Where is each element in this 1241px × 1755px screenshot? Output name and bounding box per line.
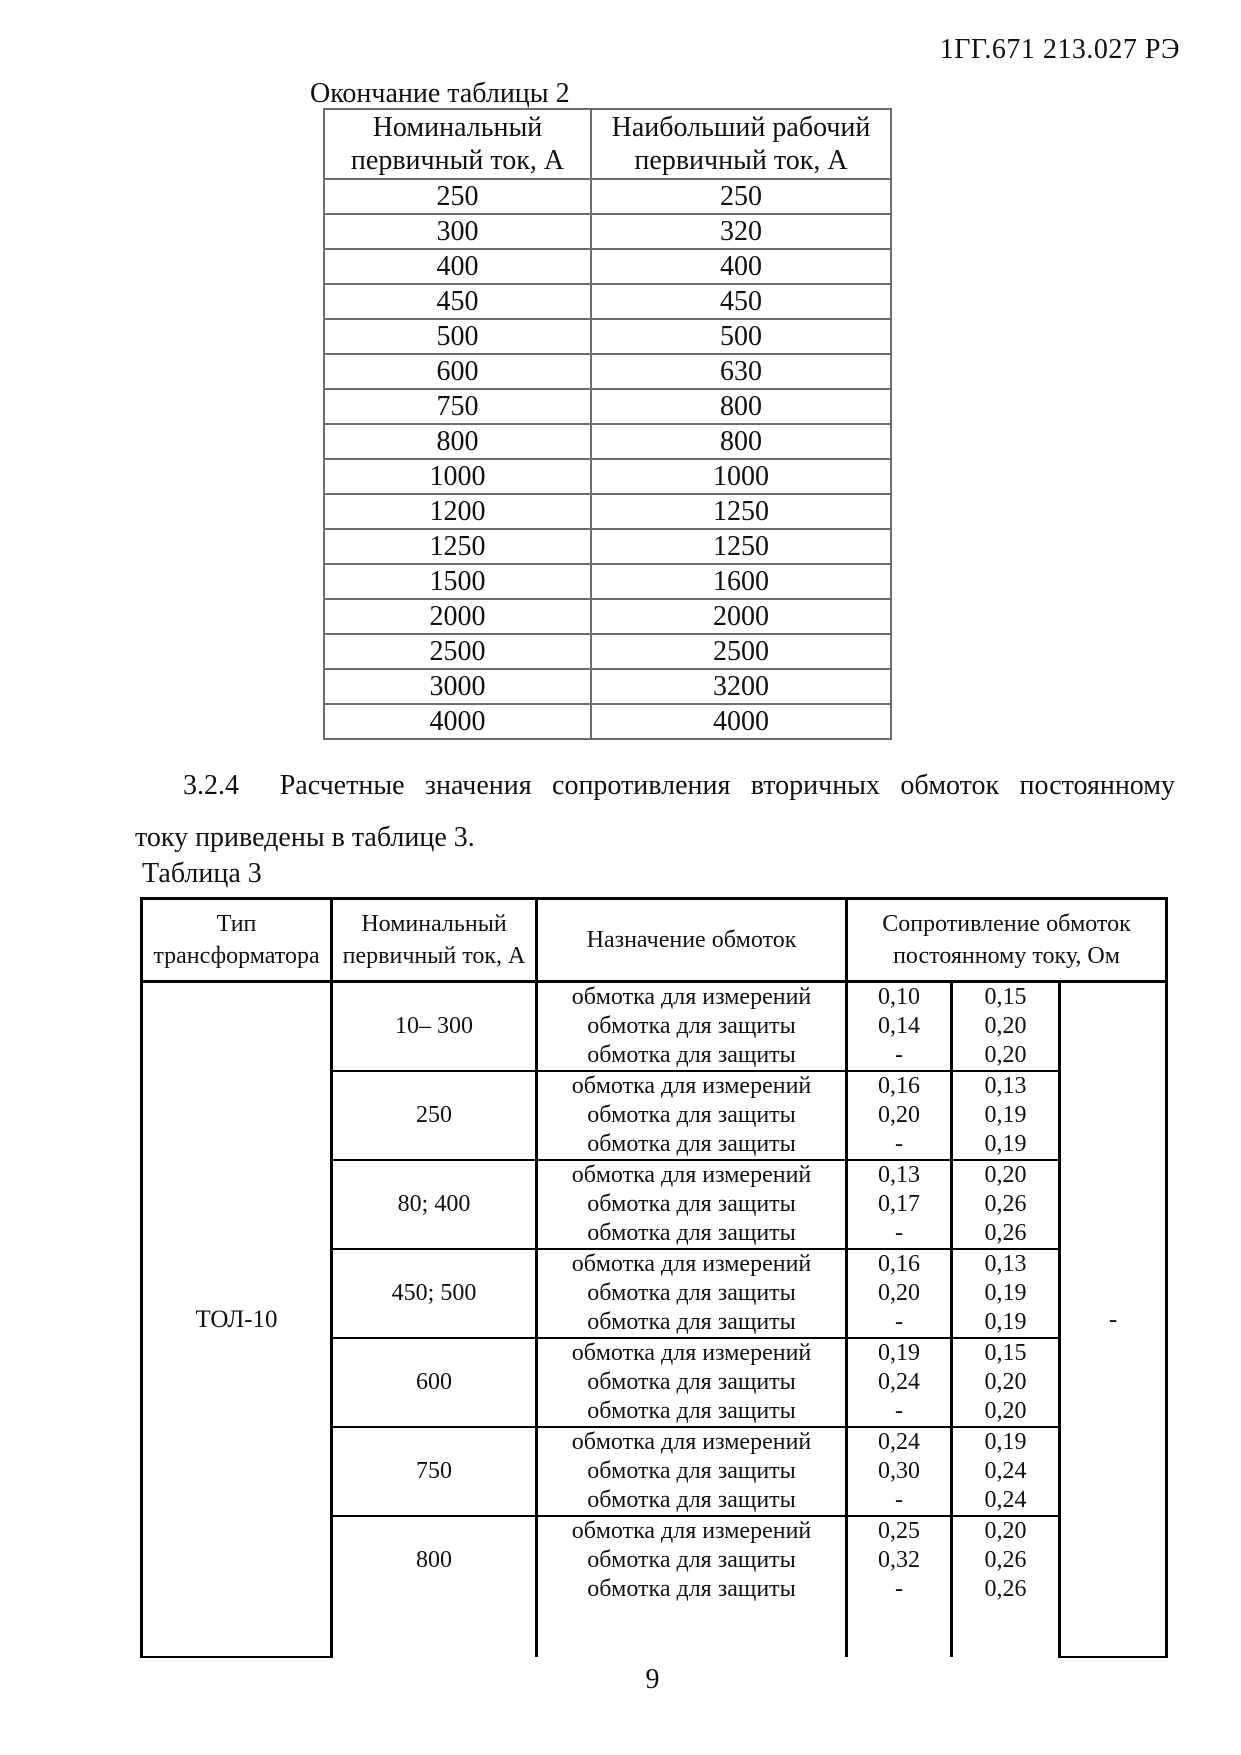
resistance-col1-cell xyxy=(847,1160,952,1249)
table2-cell: 300 xyxy=(324,214,591,249)
winding-purpose-cell-line: обмотка для защиты xyxy=(587,1309,796,1335)
resistance-col2-cell xyxy=(952,1160,1060,1249)
table2-cell: 750 xyxy=(324,389,591,424)
resistance-col2-cell-line: 0,19 xyxy=(984,1131,1027,1157)
winding-purpose-cell-line: обмотка для защиты xyxy=(587,1042,796,1068)
resistance-col1-cell xyxy=(847,1249,952,1338)
winding-purpose-cell-line: обмотка для измерений xyxy=(571,1073,812,1099)
table2-cell: 4000 xyxy=(324,704,591,739)
table2-cell: 2000 xyxy=(324,599,591,634)
resistance-col2-cell-line: 0,26 xyxy=(984,1191,1027,1217)
paragraph-line-2: току приведены в таблице 3. xyxy=(135,822,475,853)
resistance-col2-cell xyxy=(952,1338,1060,1427)
resistance-col2-cell xyxy=(952,1516,1060,1657)
table2-row xyxy=(324,459,891,494)
table2-row xyxy=(324,564,891,599)
table2-row xyxy=(324,634,891,669)
table2-row xyxy=(324,389,891,424)
page-number: 9 xyxy=(645,1664,660,1695)
winding-purpose-cell xyxy=(537,982,847,1072)
table2-cell: 1250 xyxy=(324,529,591,564)
table2-cell: 250 xyxy=(591,179,891,214)
table2-cell: 400 xyxy=(324,249,591,284)
table2-cell: 1500 xyxy=(324,564,591,599)
table2-cell: 4000 xyxy=(591,704,891,739)
resistance-col1-cell-line: - xyxy=(895,1220,903,1246)
resistance-col2-cell-line: 0,15 xyxy=(984,984,1027,1010)
resistance-col1-cell-line: 0,16 xyxy=(878,1251,920,1277)
resistance-col2-cell-line: 0,13 xyxy=(984,1251,1027,1277)
resistance-col2-cell-line: 0,26 xyxy=(984,1576,1027,1602)
table2-body xyxy=(324,179,891,739)
table2-row xyxy=(324,494,891,529)
resistance-col1-cell xyxy=(847,982,952,1072)
table3-header-nominal-current: Номинальный первичный ток, А xyxy=(332,899,537,982)
table3-block-row xyxy=(142,982,1167,1072)
winding-purpose-cell xyxy=(537,1338,847,1427)
winding-purpose-cell xyxy=(537,1516,847,1657)
table3-caption: Таблица 3 xyxy=(142,858,262,889)
nominal-current-cell xyxy=(332,1071,537,1160)
resistance-col2-cell xyxy=(952,1249,1060,1338)
resistance-col1-cell-line: 0,24 xyxy=(878,1369,920,1395)
transformer-type-cell: ТОЛ-10 xyxy=(142,982,332,1658)
winding-purpose-cell-line: обмотка для защиты xyxy=(587,1102,796,1128)
nominal-current-value: 450; 500 xyxy=(391,1280,477,1306)
nominal-current-value: 250 xyxy=(416,1102,452,1128)
table2-cell: 800 xyxy=(324,424,591,459)
resistance-col2-cell-line: 0,19 xyxy=(984,1280,1027,1306)
winding-purpose-cell-line: обмотка для измерений xyxy=(571,1518,812,1544)
winding-purpose-cell-line: обмотка для защиты xyxy=(587,1487,796,1513)
resistance-col1-cell-line: - xyxy=(895,1309,903,1335)
table2-header-max-working-current: Наибольший рабочий первичный ток, А xyxy=(591,109,891,179)
table2-row xyxy=(324,354,891,389)
nominal-current-cell xyxy=(332,1516,537,1657)
nominal-current-cell xyxy=(332,982,537,1072)
table2-caption: Окончание таблицы 2 xyxy=(310,78,570,109)
table2-cell: 1200 xyxy=(324,494,591,529)
resistance-col2-cell xyxy=(952,1427,1060,1516)
nominal-current-cell xyxy=(332,1160,537,1249)
nominal-current-value: 600 xyxy=(416,1369,452,1395)
table2-primary-currents xyxy=(323,108,892,740)
resistance-col1-cell-line: 0,16 xyxy=(878,1073,920,1099)
resistance-col1-cell-line: 0,14 xyxy=(878,1013,920,1039)
table2-cell: 1000 xyxy=(591,459,891,494)
table2-row xyxy=(324,599,891,634)
nominal-current-cell xyxy=(332,1338,537,1427)
winding-purpose-cell-line: обмотка для измерений xyxy=(571,1162,812,1188)
resistance-col2-cell-line: 0,19 xyxy=(984,1429,1027,1455)
winding-purpose-cell xyxy=(537,1249,847,1338)
table2-cell: 3200 xyxy=(591,669,891,704)
resistance-col1-cell-line: 0,25 xyxy=(878,1518,920,1544)
winding-purpose-cell-line: обмотка для защиты xyxy=(587,1458,796,1484)
resistance-col1-cell xyxy=(847,1338,952,1427)
winding-purpose-cell-line: обмотка для измерений xyxy=(571,1340,812,1366)
table3-winding-resistance xyxy=(140,897,1168,1658)
table2-header-row xyxy=(324,109,891,179)
table3-body xyxy=(142,982,1167,1658)
winding-purpose-cell-line: обмотка для защиты xyxy=(587,1013,796,1039)
table3-header-row xyxy=(142,899,1167,982)
table2-cell: 320 xyxy=(591,214,891,249)
table2-cell: 2000 xyxy=(591,599,891,634)
table2-row xyxy=(324,424,891,459)
resistance-col2-cell-line: 0,20 xyxy=(984,1162,1027,1188)
winding-purpose-cell-line: обмотка для защиты xyxy=(587,1131,796,1157)
resistance-col1-cell-line: 0,10 xyxy=(878,984,920,1010)
resistance-col2-cell-line: 0,20 xyxy=(984,1518,1027,1544)
resistance-col1-cell xyxy=(847,1071,952,1160)
document-number: 1ГГ.671 213.027 РЭ xyxy=(939,34,1180,65)
resistance-col1-cell-line: 0,20 xyxy=(878,1280,920,1306)
resistance-col1-cell-line: - xyxy=(895,1042,903,1068)
table2-cell: 630 xyxy=(591,354,891,389)
table2-row xyxy=(324,249,891,284)
resistance-col2-cell-line: 0,26 xyxy=(984,1220,1027,1246)
table2-row xyxy=(324,319,891,354)
table3-header-winding-purpose: Назначение обмоток xyxy=(537,899,847,982)
resistance-col1-cell-line: 0,30 xyxy=(878,1458,920,1484)
resistance-col1-cell-line: 0,32 xyxy=(878,1547,920,1573)
table2-header-nominal-current: Номинальный первичный ток, А xyxy=(324,109,591,179)
table2-cell: 500 xyxy=(324,319,591,354)
resistance-col1-cell-line: 0,20 xyxy=(878,1102,920,1128)
nominal-current-value: 800 xyxy=(416,1547,452,1573)
winding-purpose-cell-line: обмотка для защиты xyxy=(587,1280,796,1306)
nominal-current-cell xyxy=(332,1427,537,1516)
table2-cell: 3000 xyxy=(324,669,591,704)
table2-cell: 2500 xyxy=(324,634,591,669)
resistance-col2-cell-line: 0,20 xyxy=(984,1013,1027,1039)
winding-purpose-cell xyxy=(537,1427,847,1516)
resistance-col1-cell-line: 0,17 xyxy=(878,1191,920,1217)
winding-purpose-cell-line: обмотка для измерений xyxy=(571,1429,812,1455)
table2-cell: 450 xyxy=(324,284,591,319)
resistance-col2-cell xyxy=(952,1071,1060,1160)
winding-purpose-cell-line: обмотка для измерений xyxy=(571,984,812,1010)
nominal-current-value: 80; 400 xyxy=(397,1191,471,1217)
paragraph-3-2-4 xyxy=(135,760,1175,864)
table2-cell: 500 xyxy=(591,319,891,354)
resistance-col2-cell-line: 0,13 xyxy=(984,1073,1027,1099)
nominal-current-value: 750 xyxy=(416,1458,452,1484)
table2-cell: 1600 xyxy=(591,564,891,599)
resistance-col2-cell-line: 0,20 xyxy=(984,1042,1027,1068)
table2-row xyxy=(324,284,891,319)
resistance-col2-cell-line: 0,19 xyxy=(984,1102,1027,1128)
table2-cell: 1250 xyxy=(591,494,891,529)
resistance-col2-cell xyxy=(952,982,1060,1072)
winding-purpose-cell-line: обмотка для защиты xyxy=(587,1398,796,1424)
resistance-dash-cell: - xyxy=(1060,982,1167,1658)
table2-cell: 1000 xyxy=(324,459,591,494)
table2-row xyxy=(324,704,891,739)
table2-cell: 600 xyxy=(324,354,591,389)
resistance-col1-cell-line: - xyxy=(895,1398,903,1424)
winding-purpose-cell-line: обмотка для защиты xyxy=(587,1547,796,1573)
resistance-col2-cell-line: 0,24 xyxy=(984,1487,1027,1513)
table2-row xyxy=(324,179,891,214)
resistance-col1-cell-line: - xyxy=(895,1131,903,1157)
winding-purpose-cell-line: обмотка для измерений xyxy=(571,1251,812,1277)
table2-row xyxy=(324,214,891,249)
paragraph-line-1: 3.2.4 Расчетные значения сопротивления вторичных обмоток постоянному xyxy=(183,770,1175,801)
table2-cell: 450 xyxy=(591,284,891,319)
resistance-col1-cell-line: 0,19 xyxy=(878,1340,920,1366)
resistance-col2-cell-line: 0,26 xyxy=(984,1547,1027,1573)
nominal-current-cell xyxy=(332,1249,537,1338)
resistance-col1-cell-line: - xyxy=(895,1576,903,1602)
resistance-col2-cell-line: 0,20 xyxy=(984,1369,1027,1395)
resistance-col2-cell-line: 0,19 xyxy=(984,1309,1027,1335)
resistance-col1-cell-line: 0,24 xyxy=(878,1429,920,1455)
winding-purpose-cell-line: обмотка для защиты xyxy=(587,1369,796,1395)
table3-header-resistance: Сопротивление обмоток постоянному току, Ом xyxy=(847,899,1167,982)
nominal-current-value: 10– 300 xyxy=(395,1013,473,1039)
resistance-col2-cell-line: 0,24 xyxy=(984,1458,1027,1484)
winding-purpose-cell-line: обмотка для защиты xyxy=(587,1191,796,1217)
winding-purpose-cell xyxy=(537,1160,847,1249)
table2-cell: 800 xyxy=(591,389,891,424)
resistance-col1-cell xyxy=(847,1427,952,1516)
resistance-col2-cell-line: 0,15 xyxy=(984,1340,1027,1366)
winding-purpose-cell-line: обмотка для защиты xyxy=(587,1576,796,1602)
table2-cell: 250 xyxy=(324,179,591,214)
winding-purpose-cell-line: обмотка для защиты xyxy=(587,1220,796,1246)
resistance-col1-cell xyxy=(847,1516,952,1657)
table2-cell: 2500 xyxy=(591,634,891,669)
resistance-col1-cell-line: 0,13 xyxy=(878,1162,920,1188)
resistance-col1-cell-line: - xyxy=(895,1487,903,1513)
winding-purpose-cell xyxy=(537,1071,847,1160)
table2-row xyxy=(324,669,891,704)
table2-cell: 800 xyxy=(591,424,891,459)
table2-cell: 1250 xyxy=(591,529,891,564)
table2-row xyxy=(324,529,891,564)
resistance-col2-cell-line: 0,20 xyxy=(984,1398,1027,1424)
table3-header-transformer-type: Тип трансформатора xyxy=(142,899,332,982)
table2-cell: 400 xyxy=(591,249,891,284)
